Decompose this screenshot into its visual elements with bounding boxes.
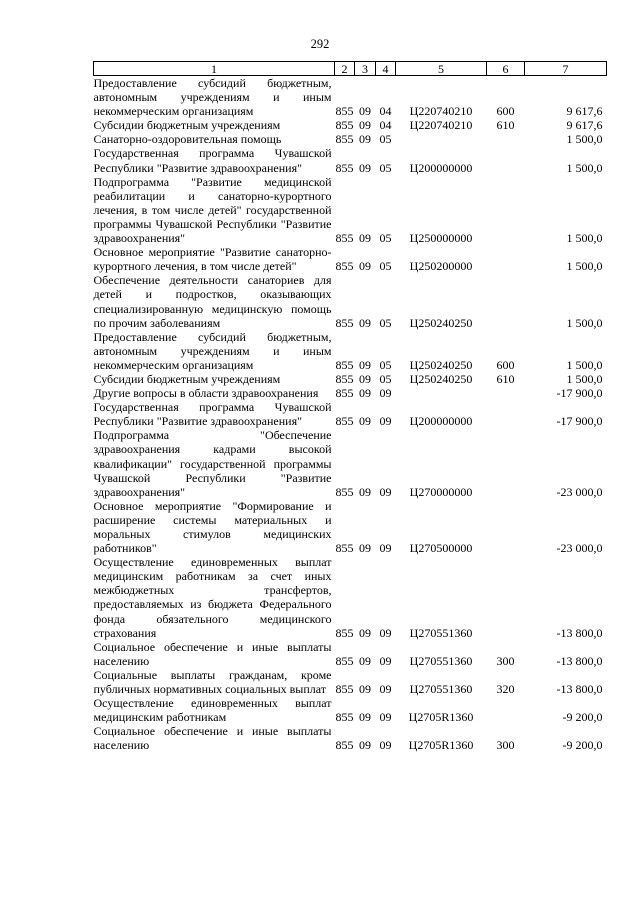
target-article-code: Ц270551360 [409,625,473,640]
row-description: Государственная программа Чувашской Республики "Развитие здравоохранения" [93,400,332,429]
row-description: Социальное обеспечение и иные выплаты населению [93,639,332,668]
table-row [94,175,607,245]
row-description: Субсидии бюджетным учреждениям [93,118,281,133]
amount: 1 500,0 [566,259,603,274]
subsection-code: 04 [379,104,392,119]
subsection-code: 09 [379,414,392,429]
expense-type-code [487,386,525,400]
expense-type-code: 300 [496,653,515,668]
row-description: Основное мероприятие "Формирование и расширение системы материальных и моральных стимулов медицинских работников" [93,498,332,556]
amount: 1 500,0 [566,371,603,386]
row-description: Санаторно-оздоровительная помощь [93,132,282,147]
subsection-code: 05 [379,371,392,386]
section-code: 09 [359,625,371,640]
target-article-code: Ц270551360 [409,653,473,668]
ministry-code: 855 [335,104,354,119]
amount: -9 200,0 [562,710,603,725]
ministry-code: 855 [335,231,354,246]
target-article-code: Ц250240250 [409,371,473,386]
section-code: 09 [359,386,371,401]
amount: 9 617,6 [566,104,603,119]
row-description: Осуществление единовременных выплат медицинским работникам [93,696,332,725]
section-code: 09 [359,160,371,175]
section-code: 09 [359,682,371,697]
target-article-code: Ц200000000 [409,414,473,429]
amount: -17 900,0 [556,414,603,429]
expense-type-code [487,175,525,245]
row-description: Предоставление субсидий бюджетным, автономным учреждениям и иным некоммерческим организациям [93,329,332,372]
page-number: 292 [310,37,330,51]
row-description: Подпрограмма "Развитие медицинской реабилитации и санаторно-курортного лечения, в том числе детей" государственной программы Чувашской Республики "Развитие здравоохранения" [93,174,332,246]
header-cell-1: 1 [94,62,335,76]
amount: 1 500,0 [566,231,603,246]
header-cell-6: 6 [487,62,525,76]
row-description: Основное мероприятие "Развитие санаторно-курортного лечения, в том числе детей" [93,245,332,274]
ministry-code: 855 [335,653,354,668]
budget-table [93,61,607,753]
target-article-code: Ц250200000 [409,259,473,274]
ministry-code: 855 [335,414,354,429]
target-article-code: Ц220740210 [409,104,473,119]
target-article-code: Ц270500000 [409,541,473,556]
subsection-code: 05 [379,315,392,330]
table-row [94,245,607,273]
header-cell-4: 4 [376,62,396,76]
section-code: 09 [359,541,371,556]
ministry-code: 855 [335,710,354,725]
amount: -23 000,0 [556,541,603,556]
ministry-code: 855 [335,625,354,640]
target-article-code: Ц250240250 [409,357,473,372]
expense-type-code [487,696,525,724]
header-cell-7: 7 [525,62,607,76]
subsection-code: 09 [379,541,392,556]
expense-type-code: 600 [496,104,515,119]
header-cell-5: 5 [396,62,487,76]
section-code: 09 [359,259,371,274]
ministry-code: 855 [335,541,354,556]
subsection-code: 05 [379,231,392,246]
table-row [94,118,607,132]
table-row [94,640,607,668]
table-row [94,132,607,146]
header-row [94,62,607,76]
expense-type-code [487,245,525,273]
amount: -23 000,0 [556,484,603,499]
expense-type-code [487,400,525,428]
ministry-code: 855 [335,357,354,372]
section-code: 09 [359,132,371,147]
section-code: 09 [359,357,371,372]
subsection-code: 09 [379,710,392,725]
ministry-code: 855 [335,259,354,274]
amount: 1 500,0 [566,132,603,147]
section-code: 09 [359,414,371,429]
amount: 9 617,6 [566,118,603,133]
ministry-code: 855 [335,132,354,147]
target-article-code: Ц200000000 [409,160,473,175]
ministry-code: 855 [335,315,354,330]
header-cell-2: 2 [335,62,355,76]
subsection-code: 05 [379,357,392,372]
subsection-code: 05 [379,259,392,274]
table-row [94,146,607,174]
table-row [94,668,607,696]
ministry-code: 855 [335,738,354,753]
subsection-code: 05 [379,160,392,175]
row-description: Подпрограмма "Обеспечение здравоохранения кадрами высокой квалификации" государственной программы Чувашской Республики "Развитие здравоохранения" [93,428,332,499]
section-code: 09 [359,710,371,725]
ministry-code: 855 [335,371,354,386]
target-article-code [396,386,487,400]
target-article-code: Ц250000000 [409,231,473,246]
expense-type-code [487,555,525,640]
ministry-code: 855 [335,118,354,133]
table-row [94,372,607,386]
subsection-code: 09 [379,625,392,640]
row-description: Субсидии бюджетным учреждениям [93,371,281,386]
subsection-code: 09 [379,484,392,499]
section-code: 09 [359,231,371,246]
amount: -9 200,0 [562,738,603,753]
subsection-code: 09 [379,386,392,401]
table-row [94,499,607,555]
table-row [94,555,607,640]
subsection-code: 09 [379,682,392,697]
section-code: 09 [359,371,371,386]
table-row [94,428,607,498]
amount: -17 900,0 [556,386,603,401]
row-description: Предоставление субсидий бюджетным, автономным учреждениям и иным некоммерческим организациям [93,76,332,119]
table-row [94,400,607,428]
table-header [94,62,607,76]
table-row [94,696,607,724]
expense-type-code [487,273,525,329]
budget-table-container [93,61,606,753]
expense-type-code: 610 [496,371,515,386]
target-article-code: Ц2705R1360 [408,738,474,753]
section-code: 09 [359,104,371,119]
target-article-code [396,132,487,146]
ministry-code: 855 [335,484,354,499]
expense-type-code [487,499,525,555]
row-description: Социальное обеспечение и иные выплаты населению [93,724,332,753]
row-description: Осуществление единовременных выплат медицинским работникам за счет иных межбюджетных трансфертов, предоставляемых из бюджета Федерального фонда обязательного медицинского страхования [93,555,332,640]
target-article-code: Ц220740210 [409,118,473,133]
subsection-code: 09 [379,738,392,753]
row-description: Государственная программа Чувашской Республики "Развитие здравоохранения" [93,146,332,175]
section-code: 09 [359,738,371,753]
subsection-code: 04 [379,118,392,133]
expense-type-code [487,146,525,174]
target-article-code: Ц270000000 [409,484,473,499]
subsection-code: 05 [379,132,392,147]
amount: 1 500,0 [566,315,603,330]
row-description: Обеспечение деятельности санаториев для детей и подростков, оказывающих специализированную медицинскую помощь по прочим заболеваниям [93,273,332,330]
subsection-code: 09 [379,653,392,668]
expense-type-code: 320 [496,682,515,697]
ministry-code: 855 [335,160,354,175]
ministry-code: 855 [335,682,354,697]
row-description: Другие вопросы в области здравоохранения [93,386,319,401]
header-cell-3: 3 [355,62,376,76]
table-row [94,76,607,119]
section-code: 09 [359,484,371,499]
target-article-code: Ц2705R1360 [408,710,474,725]
amount: -13 800,0 [556,682,603,697]
table-row [94,724,607,752]
ministry-code: 855 [335,386,354,401]
target-article-code: Ц270551360 [409,682,473,697]
expense-type-code: 610 [496,118,515,133]
amount: -13 800,0 [556,653,603,668]
expense-type-code [487,428,525,498]
expense-type-code [487,132,525,146]
expense-type-code: 300 [496,738,515,753]
amount: 1 500,0 [566,160,603,175]
amount: -13 800,0 [556,625,603,640]
table-body [94,76,607,753]
target-article-code: Ц250240250 [409,315,473,330]
row-description: Социальные выплаты гражданам, кроме публичных нормативных социальных выплат [93,667,332,697]
section-code: 09 [359,315,371,330]
table-row [94,386,607,400]
table-row [94,330,607,372]
table-row [94,273,607,329]
expense-type-code: 600 [496,357,515,372]
section-code: 09 [359,118,371,133]
section-code: 09 [359,653,371,668]
amount: 1 500,0 [566,357,603,372]
